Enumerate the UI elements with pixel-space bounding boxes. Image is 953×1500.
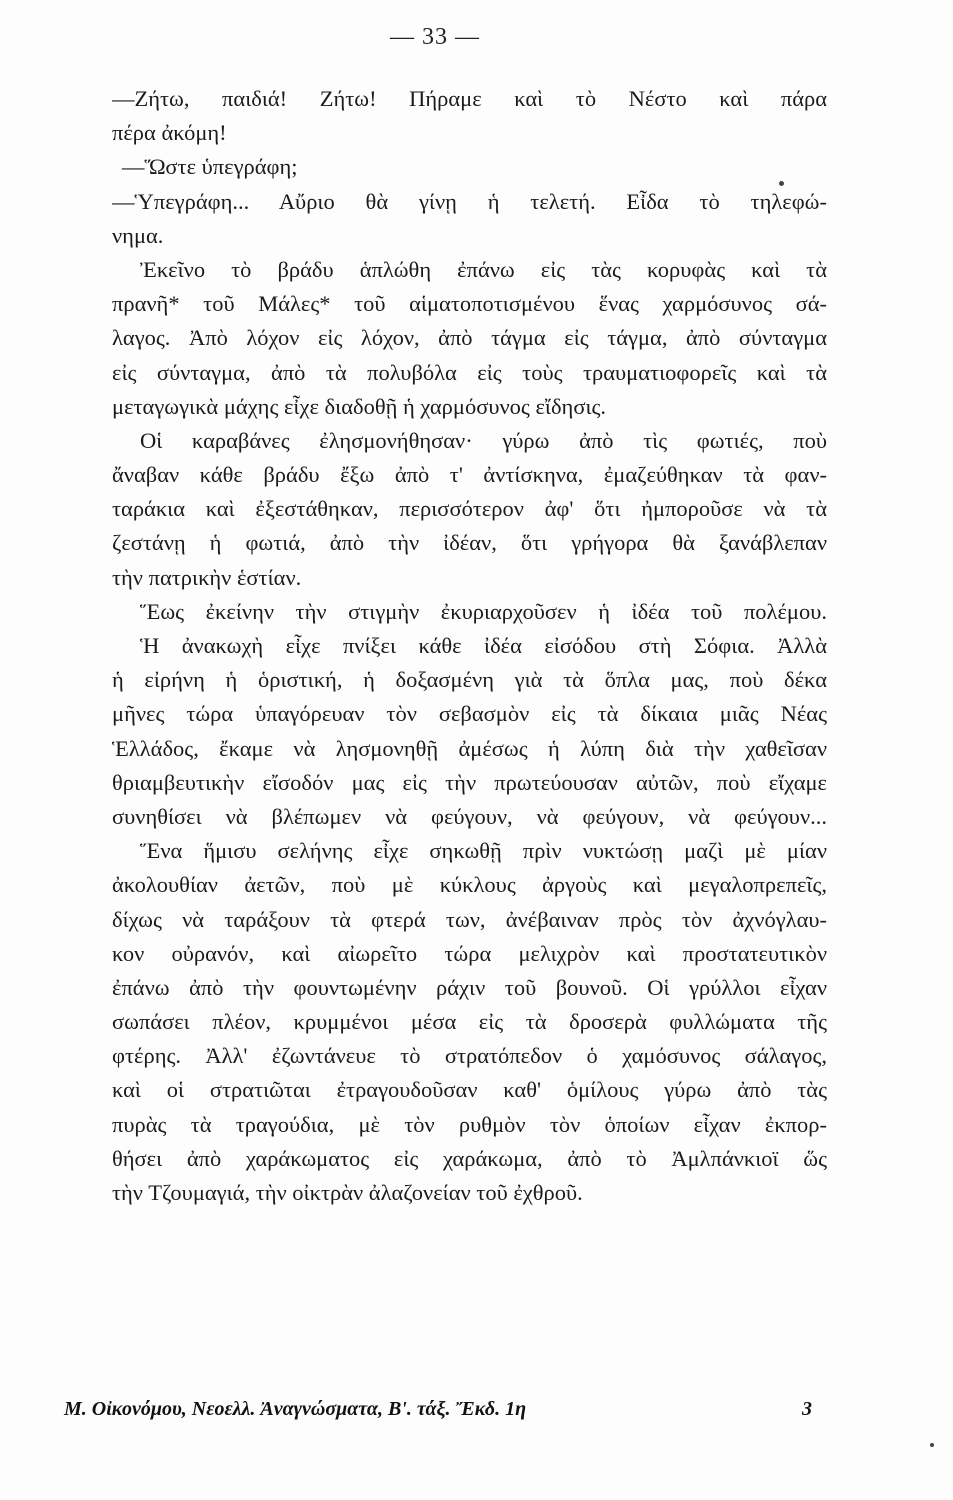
text-line: Ἕνα ἥμισυ σελήνης εἶχε σηκωθῇ πρὶν νυκτώσῃ μαζὶ μὲ μίαν (140, 838, 827, 864)
page-number: — 33 — (390, 24, 480, 50)
text-line: Οἱ καραβάνες ἐλησμονήθησαν· γύρω ἀπὸ τὶς φωτιές, ποὺ (140, 427, 827, 453)
text-line: νημα. (112, 222, 164, 248)
print-speck (930, 1443, 934, 1447)
text-line: ἐπάνω ἀπὸ τὴν φουντωμένην ράχιν τοῦ βουνοῦ. Οἱ γρύλλοι εἶχαν (112, 974, 827, 1000)
text-line: δίχως νὰ ταράξουν τὰ φτερά των, ἀνέβαιναν πρὸς τὸν ἀχνόγλαυ- (112, 906, 827, 932)
text-line: ἄναβαν κάθε βράδυ ἔξω ἀπὸ τ' ἀντίσκηνα, ἐμαζεύθηκαν τὰ φαν- (112, 462, 827, 488)
text-line: ἡ εἰρήνη ἡ ὁριστική, ἡ δοξασμένη γιὰ τὰ ὅπλα μας, ποὺ δέκα (112, 667, 827, 693)
print-speck (779, 181, 784, 186)
text-line: Ἐκεῖνο τὸ βράδυ ἁπλώθη ἐπάνω εἰς τὰς κορυφὰς καὶ τὰ (140, 256, 827, 282)
text-line: πρανῆ* τοῦ Μάλες* τοῦ αἱματοποτισμένου ἕνας χαρμόσυνος σά- (112, 291, 827, 317)
text-line: ζεστάνῃ ἡ φωτιά, ἀπὸ τὴν ἰδέαν, ὅτι γρήγορα θὰ ξανάβλεπαν (112, 530, 827, 556)
text-line: θήσει ἀπὸ χαράκωματος εἰς χαράκωμα, ἀπὸ τὸ Ἀμλπάνκιοϊ ὥς (112, 1145, 827, 1171)
body-text (112, 82, 827, 1210)
text-line: τὴν Τζουμαγιά, τὴν οἰκτρὰν ἀλαζονείαν τοῦ ἐχθροῦ. (112, 1180, 583, 1205)
text-line: σωπάσει πλέον, κρυμμένοι μέσα εἰς τὰ δροσερὰ φυλλώματα τῆς (112, 1009, 827, 1035)
text-line: θριαμβευτικὴν εἴσοδόν μας εἰς τὴν πρωτεύουσαν αὐτῶν, ποὺ εἴχαμε (112, 769, 827, 795)
sheet-number: 3 (802, 1398, 812, 1420)
text-line: Ἑλλάδος, ἔκαμε νὰ λησμονηθῇ ἀμέσως ἡ λύπη διὰ τὴν χαθεῖσαν (112, 735, 827, 761)
signature-text: Μ. Οἰκονόμου, Νεοελλ. Ἀναγνώσματα, Β'. τάξ. Ἔκδ. 1η (64, 1398, 527, 1420)
text-line: εἰς σύνταγμα, ἀπὸ τὰ πολυβόλα εἰς τοὺς τραυματιοφορεῖς καὶ τὰ (112, 359, 827, 385)
text-line: —Ὑπεγράφη... Αὔριο θὰ γίνῃ ἡ τελετή. Εἶδα τὸ τηλεφώ- (112, 188, 827, 214)
text-line: πέρα ἀκόμη! (112, 120, 227, 146)
text-line: ἀκολουθίαν ἀετῶν, ποὺ μὲ κύκλους ἀργοὺς καὶ μεγαλοπρεπεῖς, (112, 872, 827, 898)
text-line: πυρὰς τὰ τραγούδια, μὲ τὸν ρυθμὸν τὸν ὁποίων εἶχαν ἐκπορ- (112, 1111, 827, 1137)
text-line: λαγος. Ἀπὸ λόχον εἰς λόχον, ἀπὸ τάγμα εἰς τάγμα, ἀπὸ σύνταγμα (112, 325, 827, 351)
text-line: Ἡ ἀνακωχὴ εἶχε πνίξει κάθε ἰδέα εἰσόδου στὴ Σόφια. Ἀλλὰ (140, 633, 827, 658)
text-line: Ἕως ἐκείνην τὴν στιγμὴν ἐκυριαρχοῦσεν ἡ ἰδέα τοῦ πολέμου. (140, 598, 827, 624)
text-line: μεταγωγικὰ μάχης εἶχε διαδοθῇ ἡ χαρμόσυνος εἴδησις. (112, 393, 607, 419)
text-line: συνηθίσει νὰ βλέπωμεν νὰ φεύγουν, νὰ φεύγουν, νὰ φεύγουν... (112, 803, 827, 829)
text-line: φτέρης. Ἀλλ' ἐζωντάνευε τὸ στρατόπεδον ὁ χαμόσυνος σάλαγος, (112, 1043, 827, 1069)
text-line: —Ὥστε ὑπεγράφη; (122, 154, 298, 180)
text-line: μῆνες τώρα ὑπαγόρευαν τὸν σεβασμὸν εἰς τὰ δίκαια μιᾶς Νέας (112, 701, 827, 727)
text-line: ταράκια καὶ ἐξεστάθηκαν, περισσότερον ἀφ' ὅτι ἠμποροῦσε νὰ τὰ (112, 496, 827, 522)
text-line: καὶ οἱ στρατιῶται ἐτραγουδοῦσαν καθ' ὁμίλους γύρω ἀπὸ τὰς (112, 1077, 827, 1103)
text-line: κον οὐρανόν, καὶ αἰωρεῖτο τώρα μελιχρὸν καὶ προστατευτικὸν (112, 940, 827, 966)
text-line: τὴν πατρικὴν ἑστίαν. (112, 564, 302, 590)
text-line: —Ζήτω, παιδιά! Ζήτω! Πήραμε καὶ τὸ Νέστο καὶ πάρα (112, 86, 827, 111)
